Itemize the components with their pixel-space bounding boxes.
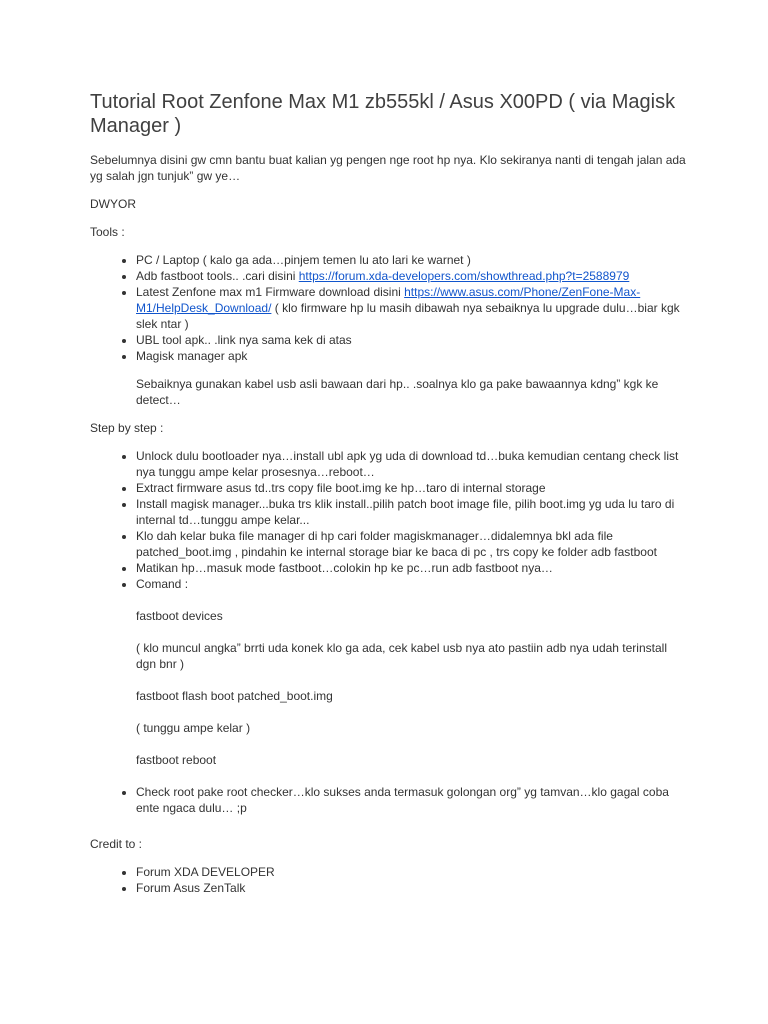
list-item: • Forum XDA DEVELOPER [136,864,690,880]
intro-paragraph: Sebelumnya disini gw cmn bantu buat kalian yg pengen nge root hp nya. Klo sekiranya nanti di tengah jalan ada yg salah jgn tunjuk” gw ye… [90,153,686,183]
list-item-text: ( klo firmware hp lu masih dibawah nya sebaiknya lu upgrade dulu…biar kgk slek ntar ) [136,301,680,331]
list-item: • Check root pake root checker…klo sukses anda termasuk golongan org” yg tamvan…klo gagal coba ente ngaca dulu… ;p [136,784,690,816]
command-line: fastboot devices [136,609,223,623]
list-item: • Forum Asus ZenTalk [136,880,690,896]
list-item: • Install magisk manager...buka trs klik install..pilih patch boot image file, pilih boot.img yg uda lu taro di internal td…tunggu ampe kelar... [136,496,690,528]
tools-list [90,252,690,364]
command-note: ( klo muncul angka” brrti uda konek klo ga ada, cek kabel usb nya ato pastiin adb nya udah terinstall dgn bnr ) [136,641,667,671]
steps-list [90,448,690,816]
page-title: Tutorial Root Zenfone Max M1 zb555kl / Asus X00PD ( via Magisk Manager ) [90,91,676,137]
command-line: fastboot flash boot patched_boot.img [136,689,333,703]
steps-heading: Step by step : [90,421,164,435]
list-item-text: Adb fastboot tools.. .cari disini [136,269,299,283]
credit-heading: Credit to : [90,837,143,851]
list-item: • Unlock dulu bootloader nya…install ubl apk yg uda di download td…buka kemudian centang check list nya tunggu ampe kelar prosesnya…reboot… [136,448,690,480]
list-item: • Matikan hp…masuk mode fastboot…colokin hp ke pc…run adb fastboot nya… [136,560,690,576]
list-item [136,576,690,768]
command-label: Comand : [136,577,189,591]
list-item-text: Latest Zenfone max m1 Firmware download disini [136,285,405,299]
list-item: • UBL tool apk.. .link nya sama kek di atas [136,332,690,348]
tools-heading: Tools : [90,225,125,239]
list-item: • PC / Laptop ( kalo ga ada…pinjem temen lu ato lari ke warnet ) [136,252,690,268]
credits-list [90,864,690,896]
command-line: fastboot reboot [136,753,217,767]
list-item [136,284,690,332]
usb-note: Sebaiknya gunakan kabel usb asli bawaan dari hp.. .soalnya klo ga pake bawaannya kdng” kgk ke detect… [136,377,659,407]
list-item: • Extract firmware asus td..trs copy file boot.img ke hp…taro di internal storage [136,480,690,496]
list-item: • Magisk manager apk [136,348,690,364]
firmware-download-link[interactable]: https://www.asus.com/Phone/ZenFone-Max-M1/HelpDesk_Download/ [136,285,641,315]
command-block [136,608,690,768]
dwyor-text: DWYOR [90,197,136,211]
adb-tools-link[interactable]: https://forum.xda-developers.com/showthread.php?t=2588979 [298,269,630,283]
document-page [90,90,690,908]
list-item [136,268,690,284]
command-note: ( tunggu ampe kelar ) [136,721,251,735]
list-item: • Klo dah kelar buka file manager di hp cari folder magiskmanager…didalemnya bkl ada file patched_boot.img , pindahin ke internal storage biar ke baca di pc , trs copy ke folder adb fastboot [136,528,690,560]
